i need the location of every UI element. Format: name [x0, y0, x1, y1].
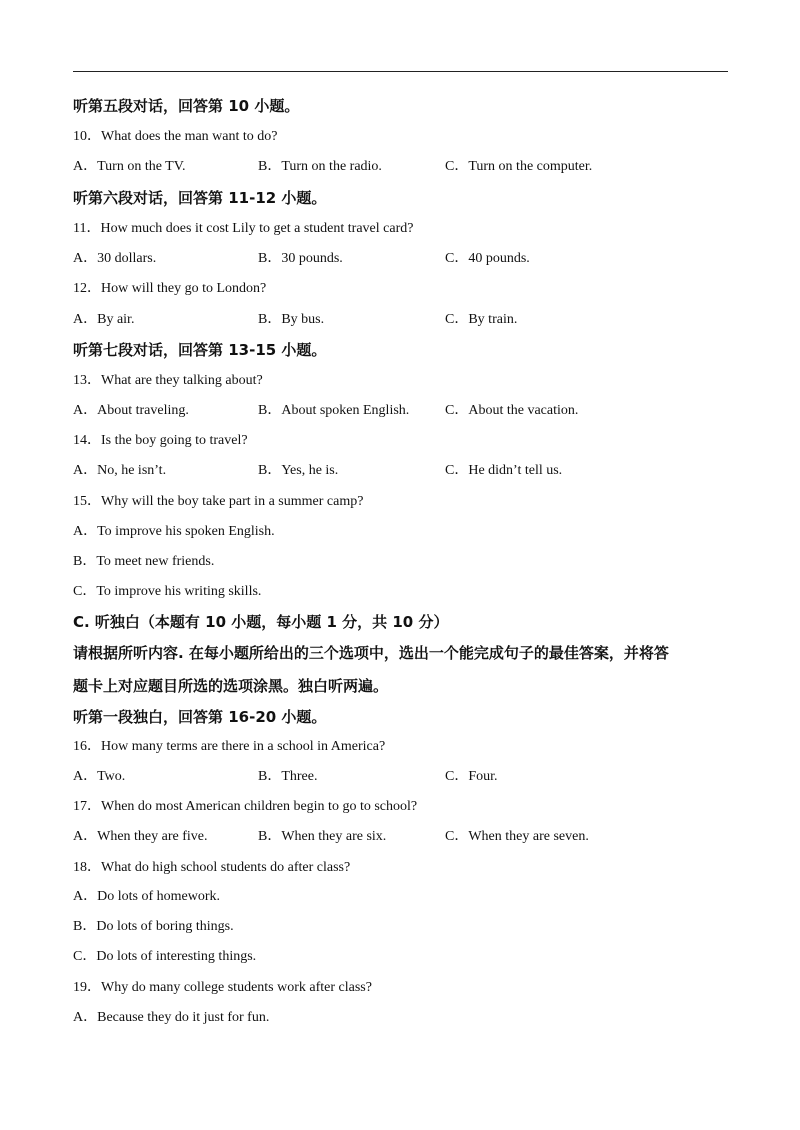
option-b: B．Yes, he is.: [258, 463, 339, 478]
option-line: A．To improve his spoken English.: [73, 524, 275, 539]
option-b: B．When they are six.: [258, 829, 387, 844]
option-c: C．By train.: [445, 312, 518, 327]
question-text: 15．Why will the boy take part in a summer camp?: [73, 494, 364, 509]
question-text: 13．What are they talking about?: [73, 373, 263, 388]
options-row: [73, 250, 728, 268]
option-line: A．Do lots of homework.: [73, 889, 220, 904]
option-c: C．Turn on the computer.: [445, 159, 593, 174]
question-text: 16．How many terms are there in a school in America?: [73, 739, 386, 754]
option-c: C．About the vacation.: [445, 403, 579, 418]
options-row: [73, 462, 728, 480]
options-row: [73, 158, 728, 176]
option-a: A．Two.: [73, 769, 126, 784]
option-a: A．30 dollars.: [73, 251, 157, 266]
question-text: 19．Why do many college students work after class?: [73, 980, 372, 995]
question-text: 12．How will they go to London?: [73, 281, 267, 296]
section-heading: 听第五段对话，回答第 10 小题。: [73, 97, 300, 115]
option-b: B．By bus.: [258, 312, 325, 327]
option-line: C．Do lots of interesting things.: [73, 949, 257, 964]
option-line: B．Do lots of boring things.: [73, 919, 234, 934]
section-heading: 听第一段独白，回答第 16-20 小题。: [73, 708, 327, 726]
section-heading: C. 听独白（本题有 10 小题，每小题 1 分，共 10 分）: [73, 613, 449, 631]
question-text: 18．What do high school students do after class?: [73, 860, 351, 875]
option-b: B．30 pounds.: [258, 251, 343, 266]
option-b: B．About spoken English.: [258, 403, 410, 418]
question-text: 10．What does the man want to do?: [73, 129, 278, 144]
option-b: B．Three.: [258, 769, 318, 784]
option-c: C．Four.: [445, 769, 498, 784]
question-text: 17．When do most American children begin to go to school?: [73, 799, 418, 814]
option-line: B．To meet new friends.: [73, 554, 215, 569]
instruction-text: 题卡上对应题目所选的选项涂黑。独白听两遍。: [73, 677, 389, 695]
options-row: [73, 402, 728, 420]
option-b: B．Turn on the radio.: [258, 159, 382, 174]
section-heading: 听第七段对话，回答第 13-15 小题。: [73, 341, 327, 359]
option-c: C．He didn’t tell us.: [445, 463, 563, 478]
option-line: C．To improve his writing skills.: [73, 584, 262, 599]
option-a: A．By air.: [73, 312, 135, 327]
options-row: [73, 768, 728, 786]
options-row: [73, 828, 728, 846]
option-c: C．When they are seven.: [445, 829, 589, 844]
option-a: A．No, he isn’t.: [73, 463, 167, 478]
option-a: A．About traveling.: [73, 403, 189, 418]
question-text: 11．How much does it cost Lily to get a student travel card?: [73, 221, 414, 236]
option-a: A．Turn on the TV.: [73, 159, 186, 174]
section-heading: 听第六段对话，回答第 11-12 小题。: [73, 189, 327, 207]
options-row: [73, 311, 728, 329]
option-line: A．Because they do it just for fun.: [73, 1010, 270, 1025]
option-a: A．When they are five.: [73, 829, 208, 844]
header-rule: [73, 71, 728, 72]
option-c: C．40 pounds.: [445, 251, 530, 266]
question-text: 14．Is the boy going to travel?: [73, 433, 248, 448]
instruction-text: 请根据所听内容. 在每小题所给出的三个选项中，选出一个能完成句子的最佳答案，并将答: [73, 644, 669, 662]
